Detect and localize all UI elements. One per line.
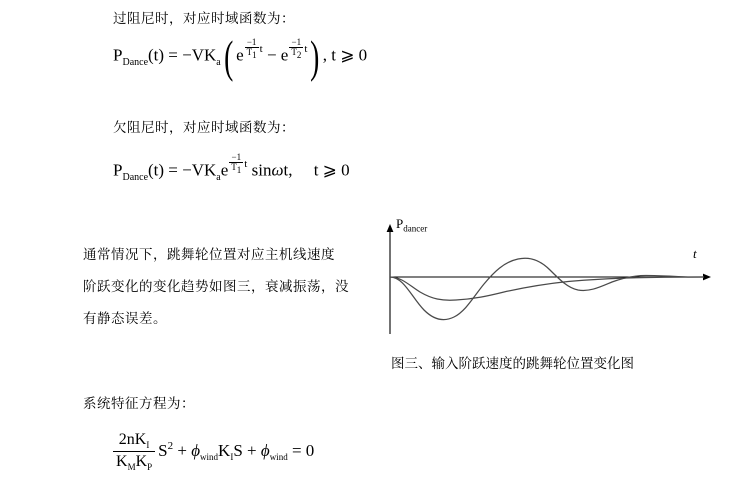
eq3-frac-den-k2: K [135,453,148,471]
eq1-comma: , [322,45,332,65]
eq1-term1-exp-t: t [259,42,263,55]
eq1-term2-base: e [280,45,289,65]
x-axis-label: t [693,246,697,261]
eq2-frac-den [229,162,243,175]
eq3-s-pow: 2 [167,440,174,453]
x-axis-arrow [703,274,711,281]
eq2-lhs-arg: (t) = −VK [148,160,217,180]
eq3-phi1: ϕ [191,440,201,460]
eq2-lhs: P [113,160,123,180]
y-axis-label-sub: dancer [403,223,428,234]
eq2-omega: ω [271,160,284,180]
eq2-exponent [228,153,247,176]
eq3-s: S [158,440,168,460]
eq1-condition: t ⩾ 0 [331,45,368,65]
eq2-term-base: e [220,160,229,180]
eq3-s2: S [233,440,243,460]
eq3-plus2: + [247,440,257,460]
paragraph-underdamped-intro: 欠阻尼时，对应时域函数为： [113,120,295,136]
y-axis-label [396,216,427,234]
curve-underdamped [390,258,704,319]
paragraph-trend-line1: 通常情况下，跳舞轮位置对应主机线速度 [83,247,335,263]
paragraph-characteristic-equation-intro: 系统特征方程为： [83,396,195,412]
eq3-frac-den-k2-sub: P [147,462,153,473]
eq3-phi2: ϕ [260,440,270,460]
eq2-trig-var: t [283,160,289,180]
eq1-term1-base: e [236,45,244,65]
eq3-ki-sub: I [230,452,234,463]
eq1-minus: − [266,45,277,65]
eq3-fraction [113,430,155,474]
chart-svg [378,222,718,342]
eq2-frac-den-sub: 1 [236,165,242,176]
eq2-trig: sin [251,160,272,180]
eq3-plus1: + [177,440,187,460]
eq2-frac-num: −1 [231,152,242,162]
paragraph-trend-line2: 阶跃变化的变化趋势如图三，衰减振荡，没 [83,279,349,295]
eq1-term2-frac-den-t: T [291,47,297,58]
eq2-comma: , [288,160,293,180]
eq1-term1-frac-den-sub: 1 [252,50,257,61]
curve-overdamped [390,277,704,300]
eq1-left-paren: ( [223,31,234,83]
figure-caption: 图三、输入阶跃速度的跳舞轮位置变化图 [391,356,634,372]
eq1-term1-exponent [244,38,263,61]
eq1-term2-fraction [289,38,303,61]
eq3-frac-num-sub: I [146,440,150,451]
paragraph-trend-line3: 有静态误差。 [83,311,167,327]
eq1-term1-frac-den-t: T [246,47,253,58]
eq1-term2-frac-den-sub: 2 [296,50,302,61]
paragraph-overdamped-intro: 过阻尼时，对应时域函数为： [113,11,295,27]
eq1-lhs: P [113,45,123,65]
eq2-fraction [229,153,243,176]
eq3-frac-den [113,451,155,473]
eq1-term1-fraction [245,38,259,61]
eq3-frac-num-text: 2nK [118,431,147,448]
eq1-right-paren: ) [310,31,320,83]
eq3-frac-den-k1: K [116,453,128,471]
equation-characteristic [110,430,314,474]
eq1-k-sub: a [216,56,221,68]
figure-dancer-position-chart [378,216,718,342]
eq2-exp-t: t [244,157,248,170]
eq1-lhs-sub: Dance [122,56,149,68]
equation-underdamped [113,152,350,183]
eq3-equals-zero: = 0 [291,440,315,460]
eq1-term2-frac-num: −1 [291,37,302,47]
eq2-condition: t ⩾ 0 [313,160,350,180]
eq3-phi1-sub: wind [200,452,219,463]
eq2-frac-den-t: T [231,162,237,173]
eq1-term2-exponent [288,38,307,61]
equation-overdamped [113,31,368,83]
eq3-phi2-sub: wind [269,452,288,463]
eq1-term2-frac-den [289,47,303,60]
eq3-frac-num [113,430,155,451]
eq1-term1-frac-den [245,47,259,60]
y-axis-label-main: P [396,216,404,231]
eq2-k-sub: a [216,171,221,183]
eq2-lhs-sub: Dance [122,171,149,183]
eq3-ki: K [218,440,231,460]
eq1-term1-frac-num: −1 [246,37,257,47]
eq1-term2-exp-t: t [304,42,308,55]
eq3-frac-den-k1-sub: M [127,462,136,473]
eq1-lhs-arg: (t) = −VK [148,45,217,65]
y-axis-arrow [387,224,394,232]
